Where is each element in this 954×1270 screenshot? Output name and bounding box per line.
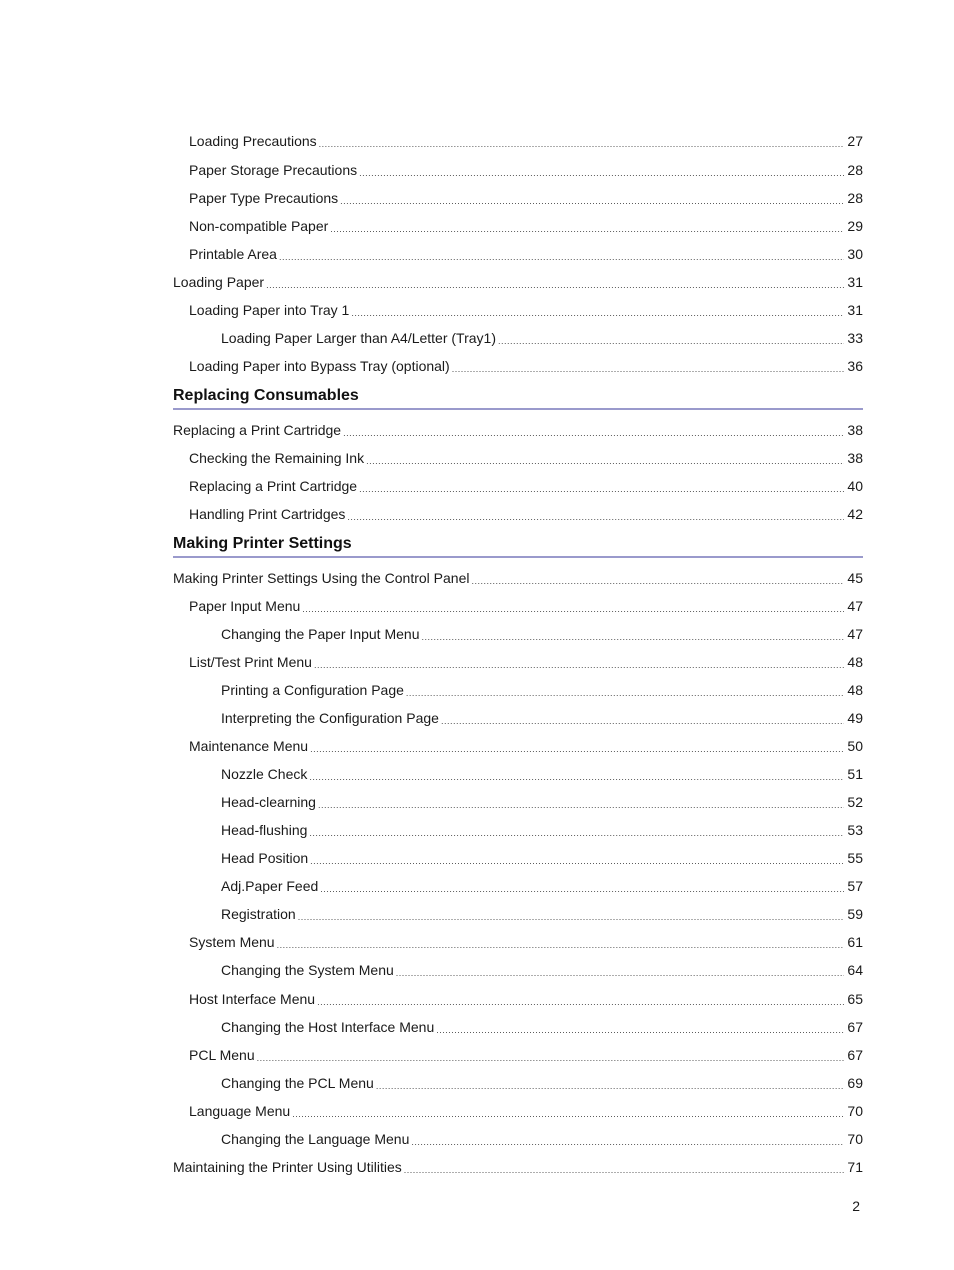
toc-entry[interactable] — [189, 244, 863, 264]
toc-leader — [441, 711, 844, 731]
toc-leader — [343, 423, 844, 443]
toc-entry-page: 69 — [847, 1075, 863, 1091]
toc-leader — [436, 1020, 844, 1040]
toc-leader — [314, 655, 844, 675]
toc-entry-title: Head-clearning — [221, 794, 316, 810]
toc-entry-page: 42 — [847, 506, 863, 522]
toc-entry-title: Changing the Host Interface Menu — [221, 1019, 435, 1035]
toc-leader — [319, 134, 845, 154]
toc-entry-title: Printing a Configuration Page — [221, 682, 404, 698]
page-number: 2 — [852, 1198, 860, 1214]
toc-entry-title: Loading Paper — [173, 274, 265, 290]
toc-leader — [302, 599, 844, 619]
toc-leader — [310, 851, 844, 871]
toc-entry-page: 30 — [847, 246, 863, 262]
toc-entry[interactable] — [221, 708, 863, 728]
toc-entry-title: Changing the Language Menu — [221, 1131, 410, 1147]
toc-leader — [452, 359, 845, 379]
toc-entry-title: Head Position — [221, 850, 309, 866]
toc-leader — [359, 163, 844, 183]
toc-leader — [277, 935, 845, 955]
toc-leader — [309, 767, 844, 787]
toc-entry-title: Interpreting the Configuration Page — [221, 710, 439, 726]
toc-entry[interactable] — [189, 736, 863, 756]
toc-entry[interactable] — [189, 188, 863, 208]
toc-leader — [411, 1132, 844, 1152]
toc-entry-title: Paper Type Precautions — [189, 190, 339, 206]
toc-entry-page: 57 — [847, 878, 863, 894]
toc-entry-page: 33 — [847, 330, 863, 346]
toc-entry-title: Nozzle Check — [221, 766, 308, 782]
toc-leader — [421, 627, 844, 647]
toc-entry-page: 70 — [847, 1103, 863, 1119]
toc-entry-page: 65 — [847, 991, 863, 1007]
toc-entry-title: Replacing a Print Cartridge — [189, 478, 358, 494]
toc-entry[interactable] — [221, 328, 863, 348]
toc-entry-page: 40 — [847, 478, 863, 494]
toc-entry-title: Loading Paper into Bypass Tray (optional) — [189, 358, 450, 374]
toc-entry-title: Maintenance Menu — [189, 738, 309, 754]
toc-entry-page: 49 — [847, 710, 863, 726]
toc-entry-title: Loading Paper into Tray 1 — [189, 302, 350, 318]
toc-entry-page: 47 — [847, 626, 863, 642]
toc-entry[interactable] — [189, 300, 863, 320]
toc-entry[interactable] — [221, 960, 863, 980]
toc-entry[interactable] — [221, 764, 863, 784]
toc-entry-title: Language Menu — [189, 1103, 291, 1119]
toc-entry-title: List/Test Print Menu — [189, 654, 312, 670]
toc-leader — [404, 1160, 845, 1180]
toc-leader — [376, 1076, 845, 1096]
toc-leader — [309, 823, 844, 843]
toc-entry-page: 52 — [847, 794, 863, 810]
toc-entry[interactable] — [173, 272, 863, 292]
toc-entry[interactable] — [173, 420, 863, 440]
toc-entry-page: 29 — [847, 218, 863, 234]
toc-entry-page: 28 — [847, 162, 863, 178]
toc-leader — [298, 907, 845, 927]
toc-entry-page: 38 — [847, 450, 863, 466]
toc-entry[interactable] — [221, 792, 863, 812]
toc-entry-page: 70 — [847, 1131, 863, 1147]
toc-entry[interactable] — [173, 1157, 863, 1177]
toc-entry[interactable] — [221, 1129, 863, 1149]
toc-entry[interactable] — [221, 848, 863, 868]
toc-entry[interactable] — [189, 448, 863, 468]
toc-entry-page: 28 — [847, 190, 863, 206]
toc-entry[interactable] — [189, 1101, 863, 1121]
toc-leader — [292, 1104, 844, 1124]
section-heading-text: Making Printer Settings — [173, 535, 352, 552]
toc-entry-page: 31 — [847, 274, 863, 290]
toc-entry-title: Non-compatible Paper — [189, 218, 329, 234]
toc-entry-title: Adj.Paper Feed — [221, 878, 319, 894]
toc-entry-page: 51 — [847, 766, 863, 782]
toc-leader — [317, 992, 844, 1012]
toc-entry-title: Replacing a Print Cartridge — [173, 422, 342, 438]
toc-entry[interactable] — [189, 596, 863, 616]
toc-entry-page: 48 — [847, 682, 863, 698]
toc-entry-page: 67 — [847, 1019, 863, 1035]
toc-entry-title: Handling Print Cartridges — [189, 506, 346, 522]
section-heading-text: Replacing Consumables — [173, 387, 359, 404]
toc-entry-title: Registration — [221, 906, 296, 922]
toc-entry-page: 27 — [847, 133, 863, 149]
toc-entry-page: 48 — [847, 654, 863, 670]
toc-entry-page: 38 — [847, 422, 863, 438]
toc-entry[interactable] — [189, 160, 863, 180]
toc-entry[interactable] — [189, 932, 863, 952]
toc-entry[interactable] — [189, 652, 863, 672]
toc-entry-page: 50 — [847, 738, 863, 754]
toc-entry-page: 31 — [847, 302, 863, 318]
toc-entry-title: Paper Input Menu — [189, 598, 301, 614]
toc-leader — [340, 191, 844, 211]
toc-leader — [320, 879, 844, 899]
toc-entry[interactable] — [189, 504, 863, 524]
toc-entry[interactable] — [221, 1017, 863, 1037]
toc-entry-page: 71 — [847, 1159, 863, 1175]
toc-entry-page: 45 — [847, 570, 863, 586]
toc-leader — [318, 795, 844, 815]
toc-entry[interactable] — [189, 216, 863, 236]
toc-entry-title: Making Printer Settings Using the Control Panel — [173, 570, 470, 586]
toc-entry[interactable] — [221, 820, 863, 840]
toc-entry[interactable] — [189, 131, 863, 151]
toc-leader — [359, 479, 844, 499]
toc-entry-page: 67 — [847, 1047, 863, 1063]
section-heading[interactable] — [173, 530, 863, 558]
toc-entry-title: Head-flushing — [221, 822, 308, 838]
toc-leader — [498, 331, 844, 351]
toc-leader — [347, 507, 844, 527]
toc-entry[interactable] — [221, 876, 863, 896]
toc-entry-page: 61 — [847, 934, 863, 950]
toc-entry-page: 47 — [847, 598, 863, 614]
toc-leader — [351, 303, 844, 323]
toc-leader — [266, 275, 844, 295]
toc-entry-title: Changing the PCL Menu — [221, 1075, 374, 1091]
toc-leader — [279, 247, 844, 267]
toc-entry[interactable] — [189, 989, 863, 1009]
toc-entry-title: Printable Area — [189, 246, 277, 262]
toc-entry-title: Checking the Remaining Ink — [189, 450, 365, 466]
toc-entry-title: Host Interface Menu — [189, 991, 316, 1007]
toc-entry[interactable] — [189, 1045, 863, 1065]
toc-leader — [310, 739, 844, 759]
toc-leader — [396, 963, 845, 983]
toc-entry-page: 59 — [847, 906, 863, 922]
toc-leader — [406, 683, 845, 703]
toc-entry[interactable] — [221, 680, 863, 700]
toc-entry-title: Loading Paper Larger than A4/Letter (Tray1) — [221, 330, 496, 346]
toc-leader — [257, 1048, 845, 1068]
toc-entry-title: System Menu — [189, 934, 275, 950]
toc-entry-page: 55 — [847, 850, 863, 866]
toc-entry[interactable] — [189, 476, 863, 496]
toc-entry-title: Paper Storage Precautions — [189, 162, 358, 178]
toc-entry-title: PCL Menu — [189, 1047, 255, 1063]
toc-entry[interactable] — [221, 1073, 863, 1093]
toc-entry[interactable] — [173, 568, 863, 588]
toc-leader — [366, 451, 844, 471]
toc-entry[interactable] — [189, 356, 863, 376]
toc-entry[interactable] — [221, 904, 863, 924]
toc-leader — [471, 571, 844, 591]
toc-entry-title: Changing the System Menu — [221, 962, 394, 978]
toc-entry-page: 36 — [847, 358, 863, 374]
toc-entry-title: Loading Precautions — [189, 133, 317, 149]
toc-entry-title: Maintaining the Printer Using Utilities — [173, 1159, 402, 1175]
toc-entry-page: 53 — [847, 822, 863, 838]
toc-leader — [330, 219, 844, 239]
toc-entry-title: Changing the Paper Input Menu — [221, 626, 420, 642]
toc-entry[interactable] — [221, 624, 863, 644]
toc-entry-page: 64 — [847, 962, 863, 978]
section-heading[interactable] — [173, 382, 863, 410]
